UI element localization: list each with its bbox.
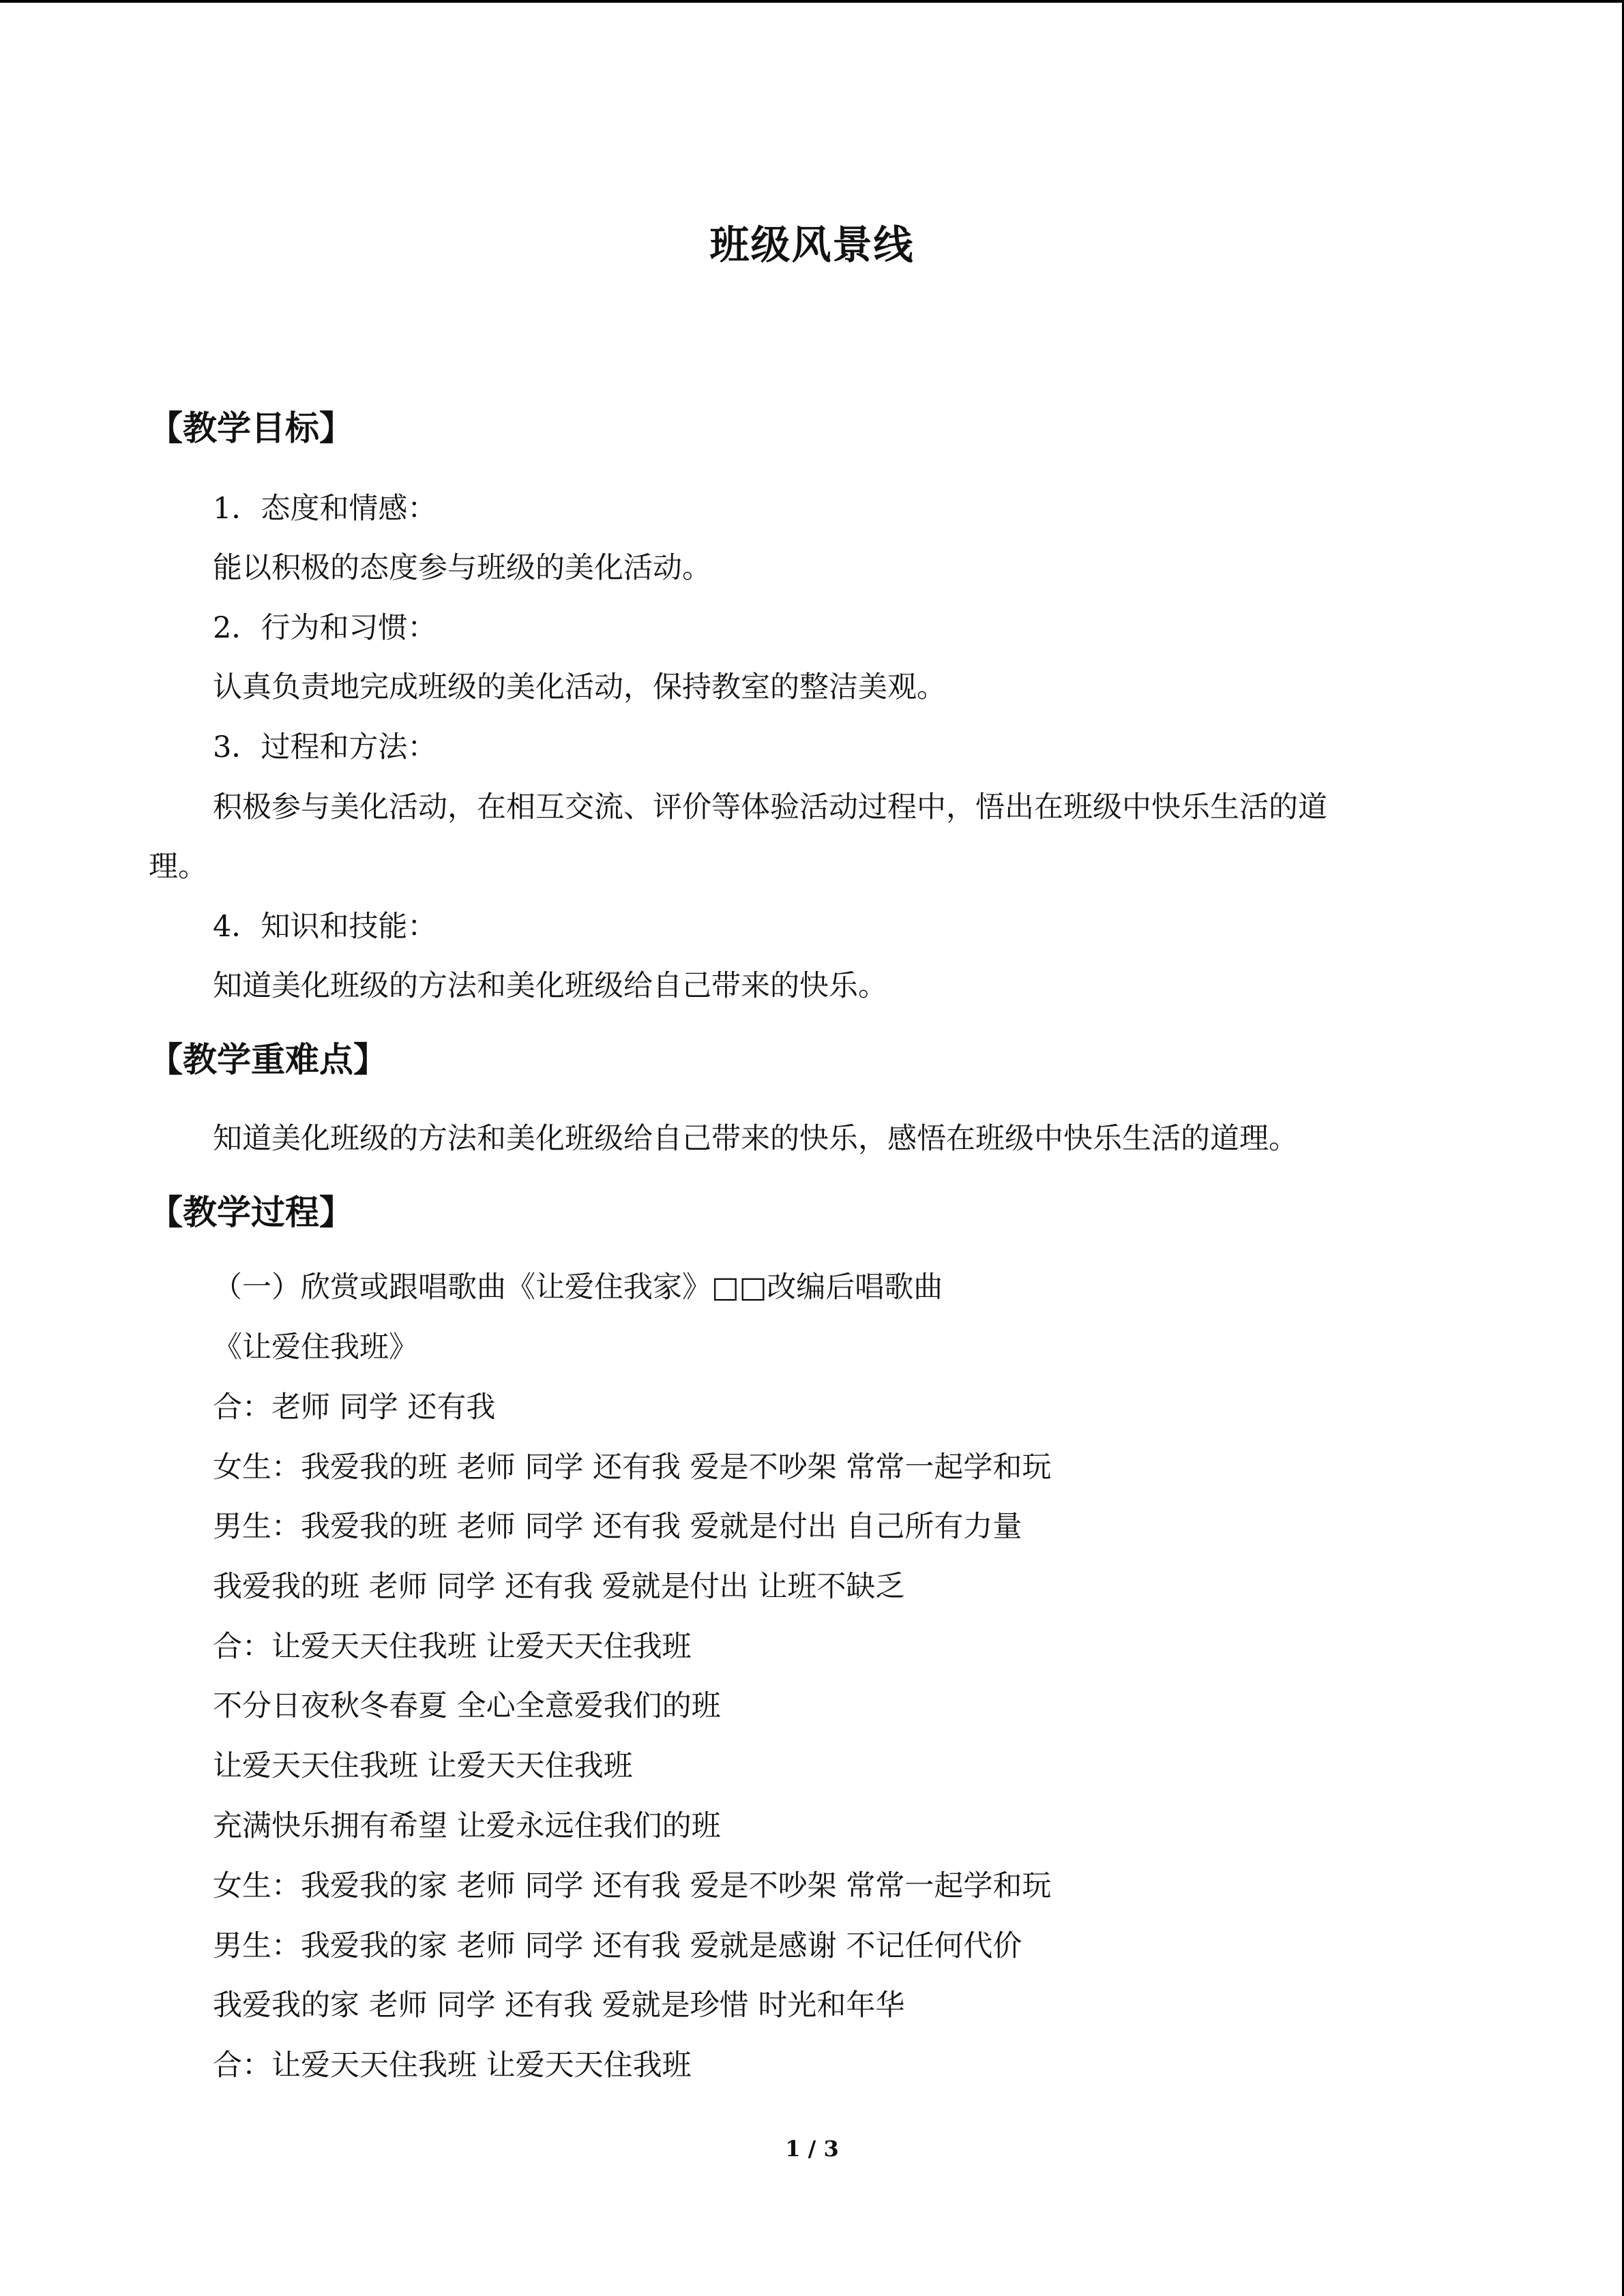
process-line: 我爱我的班 老师 同学 还有我 爱就是付出 让班不缺乏 [213, 1570, 905, 1604]
process-line: 让爱天天住我班 让爱天天住我班 [213, 1749, 633, 1783]
process-line: 合：老师 同学 还有我 [213, 1390, 496, 1425]
process-line: （一）欣赏或跟唱歌曲《让爱住我家》□□改编后唱歌曲 [213, 1270, 943, 1304]
page-number: 1 / 3 [785, 2136, 839, 2162]
key-point-line: 知道美化班级的方法和美化班级给自己带来的快乐，感悟在班级中快乐生活的道理。 [213, 1122, 1298, 1156]
objective-line: 理。 [149, 850, 207, 884]
process-line: 合：让爱天天住我班 让爱天天住我班 [213, 1630, 692, 1664]
document-title: 班级风景线 [709, 222, 915, 268]
heading-objectives: 【教学目标】 [149, 408, 353, 448]
process-line: 《让爱住我班》 [213, 1330, 418, 1365]
heading-key-points: 【教学重难点】 [149, 1040, 387, 1079]
process-line: 不分日夜秋冬春夏 全心全意爱我们的班 [213, 1689, 721, 1723]
process-line: 女生：我爱我的班 老师 同学 还有我 爱是不吵架 常常一起学和玩 [213, 1450, 1052, 1485]
objective-line: 认真负责地完成班级的美化活动，保持教室的整洁美观。 [213, 670, 946, 704]
process-line: 男生：我爱我的班 老师 同学 还有我 爱就是付出 自己所有力量 [213, 1510, 1022, 1544]
heading-process: 【教学过程】 [149, 1193, 353, 1232]
objective-line: 2．行为和习惯： [213, 611, 437, 645]
objective-line: 1．态度和情感： [213, 492, 437, 526]
objective-line: 积极参与美化活动，在相互交流、评价等体验活动过程中，悟出在班级中快乐生活的道 [213, 790, 1327, 824]
process-line: 充满快乐拥有希望 让爱永远住我们的班 [213, 1809, 721, 1843]
objective-line: 知道美化班级的方法和美化班级给自己带来的快乐。 [213, 969, 887, 1003]
process-line: 合：让爱天天住我班 让爱天天住我班 [213, 2048, 692, 2083]
process-line: 我爱我的家 老师 同学 还有我 爱就是珍惜 时光和年华 [213, 1988, 905, 2023]
objective-line: 3．过程和方法： [213, 730, 437, 764]
objective-line: 能以积极的态度参与班级的美化活动。 [213, 551, 711, 585]
process-line: 女生：我爱我的家 老师 同学 还有我 爱是不吵架 常常一起学和玩 [213, 1869, 1052, 1903]
objective-line: 4．知识和技能： [213, 910, 437, 944]
process-line: 男生：我爱我的家 老师 同学 还有我 爱就是感谢 不记任何代价 [213, 1929, 1022, 1963]
page-top-border [0, 0, 1624, 3]
